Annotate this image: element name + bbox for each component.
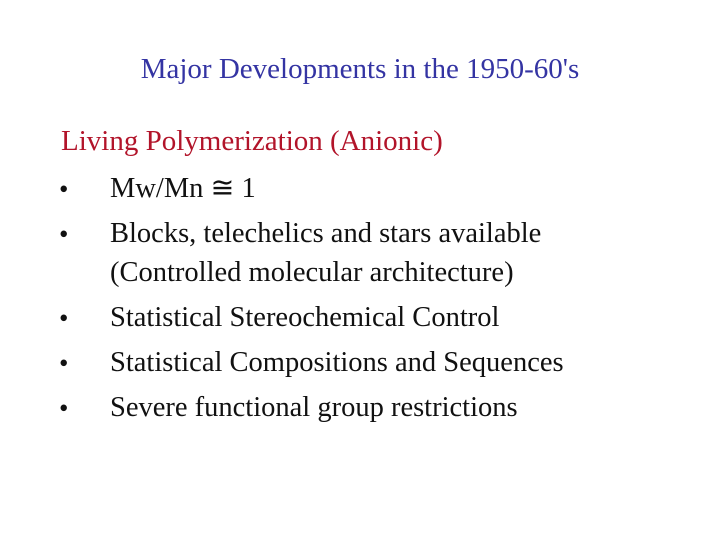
bullet-item-polydispersity: [59, 169, 699, 209]
bullet-list: [59, 169, 699, 433]
bullet-icon: •: [59, 174, 69, 204]
bullet-text: Mw/Mn ≅ 1: [110, 173, 256, 204]
bullet-item-functional-group-restrictions: [59, 388, 699, 428]
bullet-item-compositions-sequences: [59, 343, 699, 383]
section-heading: Living Polymerization (Anionic): [61, 125, 443, 157]
bullet-icon: •: [59, 303, 69, 333]
bullet-item-architecture: [59, 214, 699, 293]
bullet-text: Statistical Compositions and Sequences: [110, 347, 564, 378]
bullet-icon: •: [59, 348, 69, 378]
bullet-subtext: (Controlled molecular architecture): [110, 257, 514, 288]
bullet-text: Blocks, telechelics and stars available: [110, 218, 542, 249]
slide-title: Major Developments in the 1950-60's: [140, 53, 580, 85]
bullet-text: Severe functional group restrictions: [110, 392, 518, 423]
bullet-item-stereochemical-control: [59, 298, 699, 338]
bullet-text: Statistical Stereochemical Control: [110, 302, 500, 333]
bullet-icon: •: [59, 219, 69, 249]
bullet-icon: •: [59, 393, 69, 423]
